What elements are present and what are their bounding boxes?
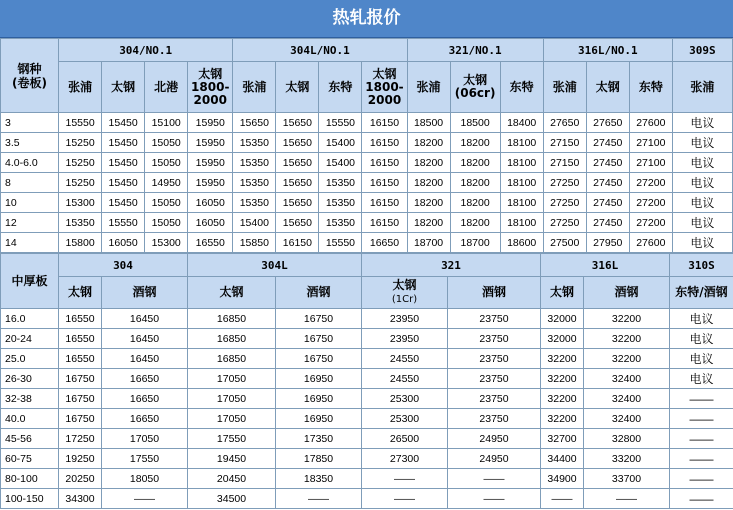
size-cell: 32-38 bbox=[1, 389, 59, 409]
price-cell: 15350 bbox=[233, 173, 276, 193]
origin-header: 太钢 1800- 2000 bbox=[188, 62, 233, 113]
price-cell: 15350 bbox=[319, 193, 362, 213]
price-cell: —— bbox=[362, 489, 448, 509]
price-cell: 18200 bbox=[407, 133, 450, 153]
origin-label: 太钢 bbox=[392, 278, 417, 292]
price-cell: 25300 bbox=[362, 409, 448, 429]
price-cell: 32200 bbox=[541, 369, 584, 389]
origin-header: 北港 bbox=[145, 62, 188, 113]
price-cell: —— bbox=[670, 449, 733, 469]
size-cell: 16.0 bbox=[1, 309, 59, 329]
price-cell: 15650 bbox=[276, 213, 319, 233]
price-cell: 16150 bbox=[362, 153, 407, 173]
price-cell: 15050 bbox=[145, 193, 188, 213]
price-cell: 18500 bbox=[407, 113, 450, 133]
price-cell: 16750 bbox=[276, 309, 362, 329]
price-cell: 18200 bbox=[407, 173, 450, 193]
price-cell: 32800 bbox=[584, 429, 670, 449]
price-cell: 34300 bbox=[59, 489, 102, 509]
price-cell: 16750 bbox=[59, 369, 102, 389]
price-cell: 23950 bbox=[362, 329, 448, 349]
price-cell: 电议 bbox=[670, 329, 733, 349]
origin-header: 太钢 1800- 2000 bbox=[362, 62, 407, 113]
grade-header: 304L/NO.1 bbox=[233, 39, 407, 62]
price-cell: 15250 bbox=[59, 153, 102, 173]
table-row bbox=[1, 369, 733, 389]
price-cell: 18100 bbox=[500, 153, 543, 173]
price-cell: 17850 bbox=[276, 449, 362, 469]
price-cell: 34400 bbox=[541, 449, 584, 469]
price-cell: 电议 bbox=[672, 173, 732, 193]
price-cell: 15400 bbox=[319, 153, 362, 173]
origin-header: 酒钢 bbox=[276, 277, 362, 309]
price-cell: 电议 bbox=[670, 349, 733, 369]
price-cell: 27300 bbox=[362, 449, 448, 469]
price-cell: 23750 bbox=[448, 309, 541, 329]
price-cell: 33700 bbox=[584, 469, 670, 489]
price-cell: 32200 bbox=[541, 349, 584, 369]
size-cell: 10 bbox=[1, 193, 59, 213]
grade-header: 304/NO.1 bbox=[59, 39, 233, 62]
price-cell: 15550 bbox=[102, 213, 145, 233]
size-cell: 3.5 bbox=[1, 133, 59, 153]
size-cell: 8 bbox=[1, 173, 59, 193]
origin-header: 东特 bbox=[319, 62, 362, 113]
size-cell: 80-100 bbox=[1, 469, 59, 489]
price-cell: 27650 bbox=[586, 113, 629, 133]
table-row bbox=[1, 389, 733, 409]
origin-header: 酒钢 bbox=[448, 277, 541, 309]
table-row bbox=[1, 213, 733, 233]
price-cell: 17050 bbox=[188, 389, 276, 409]
origin-note: (1Cr) bbox=[391, 294, 418, 305]
price-cell: 15050 bbox=[145, 213, 188, 233]
origin-header: 酒钢 bbox=[102, 277, 188, 309]
origin-header: 太钢 bbox=[102, 62, 145, 113]
price-cell: 15450 bbox=[102, 133, 145, 153]
price-cell: 18100 bbox=[500, 213, 543, 233]
hot-rolled-table bbox=[0, 38, 733, 253]
price-cell: 15300 bbox=[59, 193, 102, 213]
table-row bbox=[1, 409, 733, 429]
price-cell: —— bbox=[670, 469, 733, 489]
price-cell: 16750 bbox=[59, 389, 102, 409]
price-cell: —— bbox=[362, 469, 448, 489]
origin-header: 东特 bbox=[629, 62, 672, 113]
price-cell: 27150 bbox=[543, 133, 586, 153]
price-cell: 15450 bbox=[102, 193, 145, 213]
price-cell: 15950 bbox=[188, 113, 233, 133]
size-cell: 20-24 bbox=[1, 329, 59, 349]
price-cell: 电议 bbox=[672, 213, 732, 233]
price-cell: 15950 bbox=[188, 133, 233, 153]
origin-header: 张浦 bbox=[672, 62, 732, 113]
price-cell: 16550 bbox=[59, 309, 102, 329]
price-cell: 15050 bbox=[145, 133, 188, 153]
price-cell: 17050 bbox=[102, 429, 188, 449]
size-cell: 3 bbox=[1, 113, 59, 133]
price-cell: 16450 bbox=[102, 329, 188, 349]
price-cell: —— bbox=[670, 389, 733, 409]
price-cell: 15650 bbox=[276, 133, 319, 153]
origin-header: 张浦 bbox=[59, 62, 102, 113]
price-cell: 27200 bbox=[629, 173, 672, 193]
price-cell: —— bbox=[102, 489, 188, 509]
size-cell: 60-75 bbox=[1, 449, 59, 469]
price-cell: 32400 bbox=[584, 369, 670, 389]
plate-table bbox=[0, 253, 733, 509]
origin-header-321 bbox=[362, 277, 448, 309]
price-cell: 27600 bbox=[629, 113, 672, 133]
grade-header: 304 bbox=[59, 254, 188, 277]
price-cell: 电议 bbox=[672, 193, 732, 213]
price-cell: 26500 bbox=[362, 429, 448, 449]
price-cell: 24950 bbox=[448, 449, 541, 469]
price-cell: 18700 bbox=[450, 233, 500, 253]
price-cell: 18200 bbox=[450, 213, 500, 233]
hot-rolled-row-header: 钢种 (卷板) bbox=[1, 39, 59, 113]
grade-header: 310S bbox=[670, 254, 733, 277]
price-cell: 15350 bbox=[233, 153, 276, 173]
price-cell: 18200 bbox=[450, 193, 500, 213]
price-cell: 15450 bbox=[102, 173, 145, 193]
price-cell: 16550 bbox=[59, 349, 102, 369]
price-cell: 23750 bbox=[448, 369, 541, 389]
price-cell: 24950 bbox=[448, 429, 541, 449]
price-cell: 15350 bbox=[319, 213, 362, 233]
price-cell: 27650 bbox=[543, 113, 586, 133]
price-cell: 27450 bbox=[586, 133, 629, 153]
table-row bbox=[1, 113, 733, 133]
price-cell: 电议 bbox=[672, 233, 732, 253]
price-cell: 16550 bbox=[188, 233, 233, 253]
price-cell: 34500 bbox=[188, 489, 276, 509]
price-cell: 23950 bbox=[362, 309, 448, 329]
price-cell: 16150 bbox=[362, 113, 407, 133]
price-cell: 34900 bbox=[541, 469, 584, 489]
price-cell: 16850 bbox=[188, 349, 276, 369]
price-cell: 17550 bbox=[102, 449, 188, 469]
origin-header: 太钢 (06cr) bbox=[450, 62, 500, 113]
table-row bbox=[1, 349, 733, 369]
price-cell: 17050 bbox=[188, 409, 276, 429]
size-cell: 26-30 bbox=[1, 369, 59, 389]
price-cell: 18700 bbox=[407, 233, 450, 253]
origin-header: 东特 bbox=[500, 62, 543, 113]
price-cell: 16750 bbox=[59, 409, 102, 429]
origin-header: 张浦 bbox=[233, 62, 276, 113]
price-cell: 18100 bbox=[500, 133, 543, 153]
plate-row-header: 中厚板 bbox=[1, 254, 59, 309]
price-cell: 16850 bbox=[188, 309, 276, 329]
price-cell: 17350 bbox=[276, 429, 362, 449]
price-cell: 18200 bbox=[450, 173, 500, 193]
origin-header: 张浦 bbox=[543, 62, 586, 113]
price-cell: 16950 bbox=[276, 369, 362, 389]
price-cell: 16050 bbox=[188, 213, 233, 233]
price-cell: 18200 bbox=[450, 133, 500, 153]
table-row bbox=[1, 449, 733, 469]
price-cell: 15550 bbox=[59, 113, 102, 133]
price-cell: 16450 bbox=[102, 309, 188, 329]
price-cell: 18200 bbox=[407, 153, 450, 173]
grade-header: 321 bbox=[362, 254, 541, 277]
price-cell: 32200 bbox=[584, 309, 670, 329]
table-row bbox=[1, 133, 733, 153]
price-cell: 32000 bbox=[541, 329, 584, 349]
price-cell: 27450 bbox=[586, 173, 629, 193]
price-cell: —— bbox=[448, 469, 541, 489]
price-cell: 16650 bbox=[102, 369, 188, 389]
price-cell: 17550 bbox=[188, 429, 276, 449]
price-cell: 15450 bbox=[102, 113, 145, 133]
price-cell: 15400 bbox=[319, 133, 362, 153]
price-cell: —— bbox=[670, 409, 733, 429]
table-row bbox=[1, 193, 733, 213]
price-cell: 18050 bbox=[102, 469, 188, 489]
table-row bbox=[1, 429, 733, 449]
price-cell: 15350 bbox=[59, 213, 102, 233]
price-cell: 16150 bbox=[362, 213, 407, 233]
price-cell: 27250 bbox=[543, 213, 586, 233]
size-cell: 25.0 bbox=[1, 349, 59, 369]
price-cell: 15050 bbox=[145, 153, 188, 173]
price-cell: 27100 bbox=[629, 133, 672, 153]
price-cell: 17250 bbox=[59, 429, 102, 449]
price-cell: 19250 bbox=[59, 449, 102, 469]
price-cell: —— bbox=[448, 489, 541, 509]
price-cell: 16850 bbox=[188, 329, 276, 349]
price-cell: —— bbox=[670, 489, 733, 509]
size-cell: 100-150 bbox=[1, 489, 59, 509]
price-cell: 23750 bbox=[448, 329, 541, 349]
price-cell: 16050 bbox=[102, 233, 145, 253]
size-cell: 4.0-6.0 bbox=[1, 153, 59, 173]
price-cell: 15350 bbox=[319, 173, 362, 193]
price-cell: 电议 bbox=[670, 369, 733, 389]
table-row bbox=[1, 153, 733, 173]
price-cell: 16650 bbox=[362, 233, 407, 253]
grade-header: 304L bbox=[188, 254, 362, 277]
price-cell: 15400 bbox=[233, 213, 276, 233]
price-cell: 27250 bbox=[543, 193, 586, 213]
price-cell: 18100 bbox=[500, 173, 543, 193]
price-cell: 电议 bbox=[672, 133, 732, 153]
price-cell: 16550 bbox=[59, 329, 102, 349]
price-cell: 33200 bbox=[584, 449, 670, 469]
price-cell: 27450 bbox=[586, 193, 629, 213]
price-cell: 18100 bbox=[500, 193, 543, 213]
size-cell: 40.0 bbox=[1, 409, 59, 429]
price-cell: 16950 bbox=[276, 389, 362, 409]
price-cell: 15250 bbox=[59, 133, 102, 153]
price-cell: 24550 bbox=[362, 369, 448, 389]
price-cell: —— bbox=[276, 489, 362, 509]
price-cell: 32700 bbox=[541, 429, 584, 449]
origin-header: 太钢 bbox=[586, 62, 629, 113]
price-cell: 14950 bbox=[145, 173, 188, 193]
price-cell: 15350 bbox=[233, 133, 276, 153]
price-cell: 电议 bbox=[672, 153, 732, 173]
table-row bbox=[1, 469, 733, 489]
table-row bbox=[1, 309, 733, 329]
price-cell: 15350 bbox=[233, 193, 276, 213]
price-cell: 15850 bbox=[233, 233, 276, 253]
price-cell: 15550 bbox=[319, 113, 362, 133]
price-cell: 15100 bbox=[145, 113, 188, 133]
grade-header: 309S bbox=[672, 39, 732, 62]
price-cell: 16050 bbox=[188, 193, 233, 213]
price-cell: 32400 bbox=[584, 389, 670, 409]
table-row bbox=[1, 329, 733, 349]
origin-header: 酒钢 bbox=[584, 277, 670, 309]
price-cell: 16150 bbox=[362, 193, 407, 213]
origin-header: 太钢 bbox=[188, 277, 276, 309]
price-cell: 19450 bbox=[188, 449, 276, 469]
price-cell: 16750 bbox=[276, 329, 362, 349]
price-cell: 27600 bbox=[629, 233, 672, 253]
origin-header: 太钢 bbox=[59, 277, 102, 309]
price-cell: 18200 bbox=[450, 153, 500, 173]
origin-header: 张浦 bbox=[407, 62, 450, 113]
price-cell: 27100 bbox=[629, 153, 672, 173]
price-cell: 15300 bbox=[145, 233, 188, 253]
price-cell: 15650 bbox=[276, 173, 319, 193]
price-cell: 20250 bbox=[59, 469, 102, 489]
price-cell: 16750 bbox=[276, 349, 362, 369]
price-cell: 18400 bbox=[500, 113, 543, 133]
price-cell: 27950 bbox=[586, 233, 629, 253]
price-cell: 24550 bbox=[362, 349, 448, 369]
price-cell: 16650 bbox=[102, 409, 188, 429]
price-cell: 16150 bbox=[362, 173, 407, 193]
price-cell: 15950 bbox=[188, 173, 233, 193]
price-cell: 27200 bbox=[629, 213, 672, 233]
price-cell: 32400 bbox=[584, 409, 670, 429]
price-cell: 18350 bbox=[276, 469, 362, 489]
table-row bbox=[1, 173, 733, 193]
price-cell: 16950 bbox=[276, 409, 362, 429]
price-cell: 32200 bbox=[584, 329, 670, 349]
price-cell: 18200 bbox=[407, 193, 450, 213]
price-cell: 16150 bbox=[362, 133, 407, 153]
price-cell: 15650 bbox=[276, 113, 319, 133]
price-cell: 27200 bbox=[629, 193, 672, 213]
price-cell: 27450 bbox=[586, 153, 629, 173]
price-cell: 15250 bbox=[59, 173, 102, 193]
price-cell: 23750 bbox=[448, 409, 541, 429]
grade-header: 316L/NO.1 bbox=[543, 39, 672, 62]
price-cell: 15450 bbox=[102, 153, 145, 173]
origin-header: 太钢 bbox=[276, 62, 319, 113]
price-cell: 23750 bbox=[448, 349, 541, 369]
price-cell: 16650 bbox=[102, 389, 188, 409]
price-cell: 15800 bbox=[59, 233, 102, 253]
price-cell: 18600 bbox=[500, 233, 543, 253]
price-cell: 23750 bbox=[448, 389, 541, 409]
price-cell: —— bbox=[541, 489, 584, 509]
origin-header: 太钢 bbox=[541, 277, 584, 309]
price-cell: 27450 bbox=[586, 213, 629, 233]
price-cell: 32200 bbox=[541, 409, 584, 429]
price-cell: —— bbox=[584, 489, 670, 509]
size-cell: 12 bbox=[1, 213, 59, 233]
price-cell: 18500 bbox=[450, 113, 500, 133]
price-cell: 电议 bbox=[672, 113, 732, 133]
sheet-title: 热轧报价 bbox=[0, 0, 733, 38]
price-cell: 15950 bbox=[188, 153, 233, 173]
size-cell: 45-56 bbox=[1, 429, 59, 449]
price-cell: 17050 bbox=[188, 369, 276, 389]
price-cell: 25300 bbox=[362, 389, 448, 409]
price-cell: 18200 bbox=[407, 213, 450, 233]
price-cell: 32200 bbox=[584, 349, 670, 369]
table-row bbox=[1, 233, 733, 253]
price-cell: 电议 bbox=[670, 309, 733, 329]
price-cell: 15650 bbox=[276, 193, 319, 213]
price-cell: 20450 bbox=[188, 469, 276, 489]
price-cell: 27150 bbox=[543, 153, 586, 173]
price-cell: 15650 bbox=[233, 113, 276, 133]
size-cell: 14 bbox=[1, 233, 59, 253]
price-cell: 16150 bbox=[276, 233, 319, 253]
grade-header: 316L bbox=[541, 254, 670, 277]
price-cell: 32000 bbox=[541, 309, 584, 329]
price-cell: 16450 bbox=[102, 349, 188, 369]
origin-header: 东特/酒钢 bbox=[670, 277, 733, 309]
table-row bbox=[1, 489, 733, 509]
price-cell: 27500 bbox=[543, 233, 586, 253]
price-cell: 15550 bbox=[319, 233, 362, 253]
price-cell: —— bbox=[670, 429, 733, 449]
price-cell: 15650 bbox=[276, 153, 319, 173]
price-cell: 32200 bbox=[541, 389, 584, 409]
price-cell: 27250 bbox=[543, 173, 586, 193]
grade-header: 321/NO.1 bbox=[407, 39, 543, 62]
